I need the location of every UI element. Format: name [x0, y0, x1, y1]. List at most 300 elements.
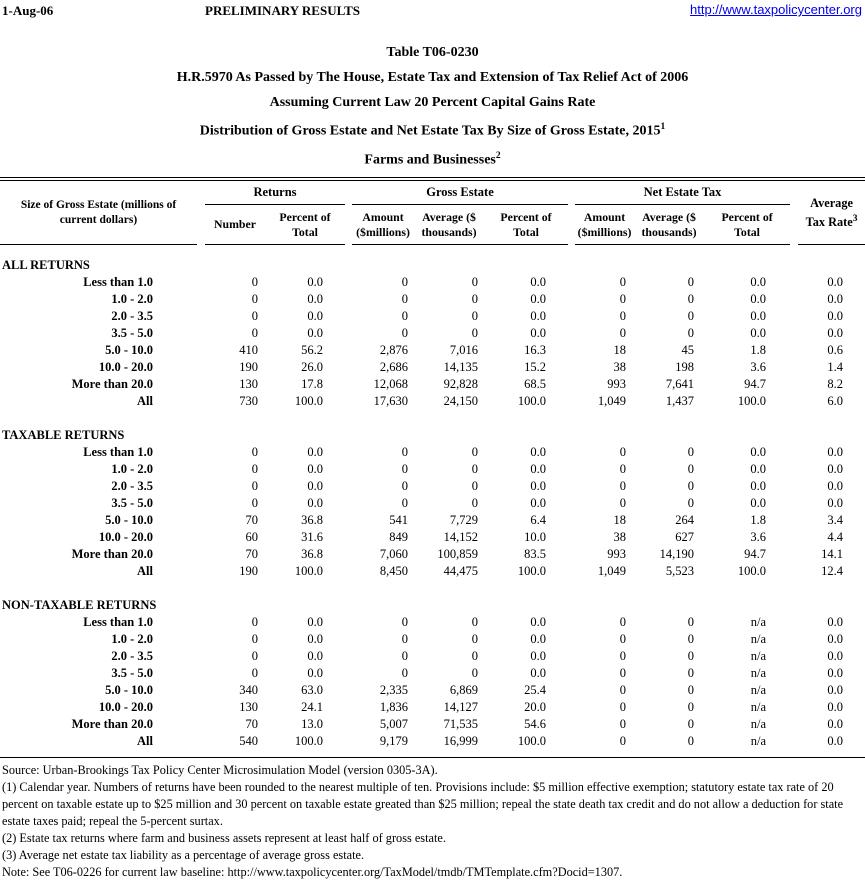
table-row [0, 359, 865, 376]
section-header: TAXABLE RETURNS [2, 428, 125, 443]
cell-navg: 0 [687, 649, 695, 664]
cell-npct: 100.0 [737, 394, 767, 409]
cell-num: 70 [245, 717, 258, 732]
cell-rpct: 0.0 [307, 462, 323, 477]
gap-cell [345, 461, 352, 478]
cell-num: 0 [251, 666, 258, 681]
cell-gpct: 0.0 [530, 275, 547, 290]
group-header-row [0, 181, 865, 205]
gap-cell [568, 181, 575, 245]
cell-namt: 18 [613, 343, 627, 358]
cell-gpct: 100.0 [517, 734, 547, 749]
cell-gamt: 0 [401, 615, 408, 630]
cell-atr: 6.0 [827, 394, 844, 409]
cell-gpct: 0.0 [530, 309, 547, 324]
cell-rpct: 36.8 [301, 513, 323, 528]
cell-atr: 0.0 [827, 292, 844, 307]
gap-cell [345, 512, 352, 529]
cell-gavg: 0 [471, 275, 478, 290]
gap-cell [197, 563, 205, 580]
cell-namt: 0 [619, 445, 627, 460]
gap-cell [197, 682, 205, 699]
cell-gavg: 24,150 [443, 394, 478, 409]
cell-namt: 0 [619, 632, 627, 647]
cell-gamt: 0 [401, 632, 408, 647]
cell-gamt: 0 [401, 326, 408, 341]
cell-npct: 0.0 [750, 309, 767, 324]
gap-cell [568, 699, 575, 716]
cell-atr: 0.0 [827, 666, 844, 681]
row-label: 2.0 - 3.5 [111, 309, 153, 324]
row-label: 3.5 - 5.0 [111, 326, 153, 341]
cell-num: 0 [251, 632, 258, 647]
cell-atr: 0.0 [827, 649, 844, 664]
cell-gpct: 0.0 [530, 462, 547, 477]
gap-cell [790, 181, 798, 245]
gap-cell [197, 614, 205, 631]
cell-gamt: 0 [401, 275, 408, 290]
table-row [0, 614, 865, 631]
cell-namt: 38 [613, 360, 627, 375]
cell-npct: n/a [750, 666, 767, 681]
gap-cell [568, 393, 575, 410]
cell-navg: 0 [687, 734, 695, 749]
top-bar [0, 0, 865, 22]
section-header-row [0, 597, 865, 614]
cell-gpct: 0.0 [530, 496, 547, 511]
cell-gpct: 0.0 [530, 632, 547, 647]
gap-cell [568, 614, 575, 631]
gap-cell [345, 546, 352, 563]
cell-navg: 0 [687, 683, 695, 698]
table-row [0, 376, 865, 393]
cell-gavg: 14,127 [443, 700, 478, 715]
col-header-net-estate-tax-amount: Amount ($millions) [575, 205, 634, 245]
gap-cell [790, 376, 798, 393]
gap-cell [197, 665, 205, 682]
cell-gpct: 10.0 [524, 530, 547, 545]
table-row [0, 665, 865, 682]
cell-navg: 0 [687, 445, 695, 460]
cell-num: 130 [239, 700, 258, 715]
row-label: More than 20.0 [71, 717, 153, 732]
gap-cell [568, 512, 575, 529]
cell-num: 0 [251, 496, 258, 511]
cell-namt: 38 [613, 530, 627, 545]
cell-num: 410 [239, 343, 258, 358]
gap-cell [790, 461, 798, 478]
row-label: 1.0 - 2.0 [111, 292, 153, 307]
cell-rpct: 0.0 [307, 275, 323, 290]
table-row [0, 563, 865, 580]
cell-npct: 1.8 [750, 513, 767, 528]
gap-cell [568, 716, 575, 733]
cell-navg: 0 [687, 700, 695, 715]
table-row [0, 733, 865, 750]
spacer-row [0, 410, 865, 427]
gap-cell [568, 376, 575, 393]
gap-cell [790, 359, 798, 376]
col-header-returns-percent-of-total: Percent of Total [265, 205, 345, 245]
gap-cell [790, 733, 798, 750]
gap-cell [197, 308, 205, 325]
cell-gamt: 0 [401, 666, 408, 681]
row-label: 1.0 - 2.0 [111, 632, 153, 647]
assumption-title: Assuming Current Law 20 Percent Capital Gains Rate [269, 95, 596, 110]
gap-cell [197, 699, 205, 716]
cell-npct: n/a [750, 615, 767, 630]
cell-atr: 14.1 [821, 547, 844, 562]
cell-gavg: 44,475 [443, 564, 478, 579]
gap-cell [197, 393, 205, 410]
cell-namt: 0 [619, 734, 627, 749]
gap-cell [345, 342, 352, 359]
cell-npct: 100.0 [737, 564, 767, 579]
cell-navg: 198 [675, 360, 695, 375]
cell-rpct: 100.0 [294, 394, 323, 409]
group-header-returns: Returns [205, 181, 345, 205]
cell-gavg: 71,535 [443, 717, 478, 732]
table-row [0, 342, 865, 359]
cell-gamt: 0 [401, 292, 408, 307]
cell-npct: 0.0 [750, 326, 767, 341]
gap-cell [345, 563, 352, 580]
gap-cell [568, 529, 575, 546]
cell-gamt: 0 [401, 649, 408, 664]
cell-atr: 0.0 [827, 700, 844, 715]
cell-gpct: 100.0 [517, 564, 547, 579]
cell-namt: 0 [619, 649, 627, 664]
row-label: 10.0 - 20.0 [98, 360, 153, 375]
cell-gavg: 16,999 [443, 734, 478, 749]
gap-cell [197, 461, 205, 478]
cell-rpct: 31.6 [301, 530, 323, 545]
cell-npct: 0.0 [750, 445, 767, 460]
cell-gamt: 7,060 [379, 547, 408, 562]
cell-npct: n/a [750, 700, 767, 715]
gap-cell [197, 529, 205, 546]
gap-cell [197, 716, 205, 733]
cell-atr: 0.0 [827, 496, 844, 511]
table-row [0, 461, 865, 478]
row-label: 3.5 - 5.0 [111, 496, 153, 511]
baseline-note: Note: See T06-0226 for current law baseline: http://www.taxpolicycenter.org/TaxModel/tmdb/TMTemplate.cfm?Docid=1307. [2, 865, 623, 880]
cell-rpct: 36.8 [301, 547, 323, 562]
cell-gpct: 0.0 [530, 615, 547, 630]
gap-cell [345, 393, 352, 410]
row-label: 10.0 - 20.0 [98, 700, 153, 715]
cell-num: 70 [245, 513, 258, 528]
gap-cell [345, 682, 352, 699]
gap-cell [197, 495, 205, 512]
table-row [0, 648, 865, 665]
section-header-row [0, 257, 865, 274]
cell-npct: 0.0 [750, 496, 767, 511]
section-header: ALL RETURNS [2, 258, 90, 273]
cell-gavg: 92,828 [443, 377, 478, 392]
row-label: All [137, 564, 153, 579]
cell-gavg: 0 [471, 445, 478, 460]
table-row [0, 274, 865, 291]
section-header: NON-TAXABLE RETURNS [2, 598, 157, 613]
cell-num: 130 [239, 377, 258, 392]
row-label: All [137, 394, 153, 409]
cell-rpct: 63.0 [301, 683, 323, 698]
cell-npct: 1.8 [750, 343, 767, 358]
gap-cell [345, 699, 352, 716]
cell-atr: 0.0 [827, 326, 844, 341]
gap-cell [345, 631, 352, 648]
cell-atr: 3.4 [827, 513, 844, 528]
cell-gavg: 100,859 [437, 547, 478, 562]
gap-cell [345, 648, 352, 665]
section-header-row [0, 427, 865, 444]
cell-gpct: 6.4 [530, 513, 547, 528]
footnote-2: (2) Estate tax returns where farm and business assets represent at least half of gross estate. [2, 831, 446, 846]
cell-namt: 0 [619, 496, 627, 511]
cell-namt: 0 [619, 326, 627, 341]
gap-cell [197, 546, 205, 563]
group-header-gross-estate: Gross Estate [352, 181, 568, 205]
cell-rpct: 0.0 [307, 309, 323, 324]
gap-cell [790, 308, 798, 325]
table-row [0, 682, 865, 699]
gap-cell [197, 274, 205, 291]
cell-gamt: 0 [401, 496, 408, 511]
gap-cell [345, 181, 352, 245]
table-row [0, 308, 865, 325]
spacer-row [0, 580, 865, 597]
gap-cell [568, 461, 575, 478]
gap-cell [790, 563, 798, 580]
gap-cell [345, 325, 352, 342]
gap-cell [790, 699, 798, 716]
cell-namt: 0 [619, 462, 627, 477]
cell-navg: 1,437 [665, 394, 695, 409]
cell-namt: 0 [619, 479, 627, 494]
cell-gpct: 54.6 [524, 717, 547, 732]
cell-atr: 0.6 [827, 343, 844, 358]
gap-cell [197, 478, 205, 495]
cell-navg: 0 [687, 326, 695, 341]
row-label: Less than 1.0 [83, 445, 153, 460]
cell-gamt: 5,007 [379, 717, 408, 732]
cell-navg: 0 [687, 666, 695, 681]
spacer-row [0, 245, 865, 258]
spacer-cell [0, 580, 865, 597]
cell-gamt: 0 [401, 462, 408, 477]
cell-gavg: 0 [471, 479, 478, 494]
taxpolicycenter-link[interactable]: http://www.taxpolicycenter.org [690, 2, 862, 17]
row-label: 5.0 - 10.0 [105, 343, 153, 358]
table-row [0, 699, 865, 716]
cell-num: 0 [251, 326, 258, 341]
row-label: Less than 1.0 [83, 615, 153, 630]
gap-cell [345, 444, 352, 461]
cell-num: 0 [251, 462, 258, 477]
spacer-cell [0, 245, 865, 258]
cell-gamt: 2,335 [379, 683, 408, 698]
cell-gamt: 2,876 [379, 343, 408, 358]
gap-cell [790, 512, 798, 529]
cell-navg: 7,641 [665, 377, 695, 392]
cell-namt: 18 [613, 513, 627, 528]
cell-gavg: 0 [471, 615, 478, 630]
table-row [0, 512, 865, 529]
cell-navg: 0 [687, 717, 695, 732]
cell-gamt: 8,450 [379, 564, 408, 579]
cell-atr: 0.0 [827, 615, 844, 630]
cell-atr: 0.0 [827, 683, 844, 698]
cell-gavg: 0 [471, 496, 478, 511]
cell-rpct: 0.0 [307, 615, 323, 630]
cell-num: 0 [251, 275, 258, 290]
cell-atr: 0.0 [827, 275, 844, 290]
cell-rpct: 17.8 [301, 377, 323, 392]
table-row [0, 478, 865, 495]
cell-num: 0 [251, 445, 258, 460]
gap-cell [197, 325, 205, 342]
gap-cell [345, 308, 352, 325]
cell-atr: 0.0 [827, 445, 844, 460]
table-row [0, 444, 865, 461]
cell-num: 60 [245, 530, 258, 545]
cell-atr: 0.0 [827, 462, 844, 477]
cell-npct: 3.6 [750, 530, 767, 545]
gap-cell [345, 495, 352, 512]
cell-rpct: 100.0 [294, 734, 323, 749]
table-number-title: Table T06-0230 [386, 45, 479, 60]
group-header-net-estate-tax: Net Estate Tax [575, 181, 790, 205]
cell-navg: 0 [687, 309, 695, 324]
gap-cell [568, 631, 575, 648]
gap-cell [568, 648, 575, 665]
gap-cell [197, 648, 205, 665]
gap-cell [568, 291, 575, 308]
cell-namt: 0 [619, 717, 627, 732]
row-label: 3.5 - 5.0 [111, 666, 153, 681]
gap-cell [790, 614, 798, 631]
gap-cell [790, 682, 798, 699]
estate-tax-table [0, 181, 865, 757]
table-row [0, 495, 865, 512]
cell-num: 0 [251, 615, 258, 630]
cell-num: 0 [251, 309, 258, 324]
gap-cell [568, 563, 575, 580]
cell-num: 340 [239, 683, 258, 698]
gap-cell [790, 444, 798, 461]
gap-cell [790, 342, 798, 359]
table-row [0, 393, 865, 410]
cell-atr: 12.4 [821, 564, 844, 579]
row-label: 10.0 - 20.0 [98, 530, 153, 545]
gap-cell [345, 529, 352, 546]
cell-navg: 0 [687, 496, 695, 511]
cell-rpct: 0.0 [307, 496, 323, 511]
cell-atr: 0.0 [827, 734, 844, 749]
cell-atr: 0.0 [827, 632, 844, 647]
cell-atr: 0.0 [827, 309, 844, 324]
cell-npct: n/a [750, 734, 767, 749]
gap-cell [197, 181, 205, 245]
cell-namt: 0 [619, 275, 627, 290]
cell-navg: 0 [687, 632, 695, 647]
cell-namt: 0 [619, 683, 627, 698]
title-block [0, 44, 865, 168]
date-label: 1-Aug-06 [2, 3, 54, 18]
gap-cell [345, 733, 352, 750]
cell-num: 0 [251, 649, 258, 664]
cell-gavg: 0 [471, 666, 478, 681]
gap-cell [568, 682, 575, 699]
gap-cell [345, 665, 352, 682]
table-row [0, 325, 865, 342]
gap-cell [790, 665, 798, 682]
gap-cell [197, 631, 205, 648]
spacer-cell [0, 410, 865, 427]
cell-gamt: 849 [389, 530, 408, 545]
row-label: 5.0 - 10.0 [105, 513, 153, 528]
gap-cell [197, 291, 205, 308]
gap-cell [568, 478, 575, 495]
cell-rpct: 0.0 [307, 445, 323, 460]
table-row [0, 631, 865, 648]
footnotes-block [0, 758, 865, 881]
gap-cell [790, 546, 798, 563]
cell-rpct: 0.0 [307, 292, 323, 307]
bill-title: H.R.5970 As Passed by The House, Estate Tax and Extension of Tax Relief Act of 2006 [176, 70, 689, 85]
cell-rpct: 100.0 [294, 564, 323, 579]
cell-num: 190 [239, 360, 258, 375]
cell-rpct: 0.0 [307, 649, 323, 664]
cell-atr: 0.0 [827, 717, 844, 732]
cell-npct: n/a [750, 683, 767, 698]
cell-gpct: 68.5 [524, 377, 547, 392]
cell-atr: 4.4 [827, 530, 844, 545]
col-header-size-of-gross-estate: Size of Gross Estate (millions of current dollars) [0, 181, 197, 245]
gap-cell [790, 325, 798, 342]
cell-namt: 1,049 [597, 394, 627, 409]
cell-gavg: 14,152 [443, 530, 478, 545]
cell-num: 730 [239, 394, 258, 409]
cell-gpct: 0.0 [530, 479, 547, 494]
cell-navg: 45 [681, 343, 695, 358]
cell-navg: 0 [687, 462, 695, 477]
cell-num: 190 [239, 564, 258, 579]
gap-cell [568, 325, 575, 342]
row-label: 2.0 - 3.5 [111, 479, 153, 494]
spacer-row [0, 750, 865, 757]
row-label: More than 20.0 [71, 377, 153, 392]
cell-navg: 14,190 [659, 547, 695, 562]
cell-gamt: 0 [401, 479, 408, 494]
gap-cell [568, 495, 575, 512]
cell-num: 540 [239, 734, 258, 749]
cell-gavg: 6,869 [449, 683, 478, 698]
table-body [0, 245, 865, 758]
cell-navg: 0 [687, 615, 695, 630]
gap-cell [568, 308, 575, 325]
cell-gamt: 1,836 [379, 700, 408, 715]
cell-gpct: 25.4 [524, 683, 547, 698]
col-header-gross-estate-percent-of-total: Percent of Total [484, 205, 568, 245]
preliminary-results-label: PRELIMINARY RESULTS [205, 3, 360, 18]
cell-gavg: 7,016 [449, 343, 478, 358]
col-header-gross-estate-amount: Amount ($millions) [352, 205, 414, 245]
cell-namt: 0 [619, 292, 627, 307]
cell-namt: 1,049 [597, 564, 627, 579]
gap-cell [790, 631, 798, 648]
